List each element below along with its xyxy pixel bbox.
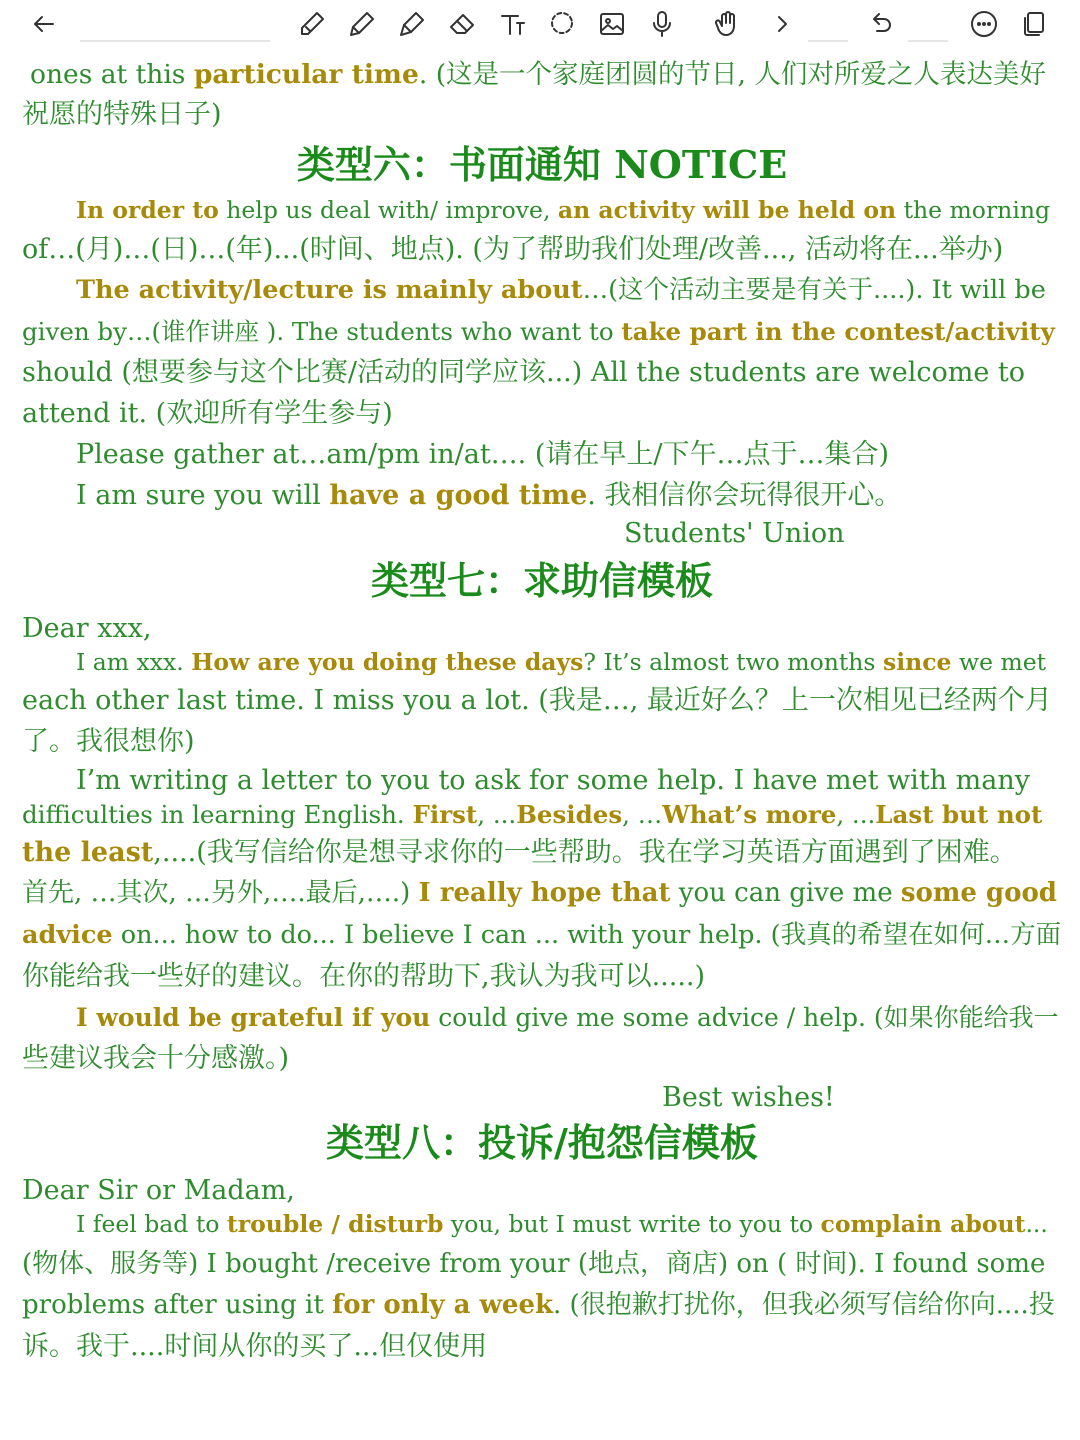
text-line xyxy=(22,873,1057,914)
text-span: I am sure you will xyxy=(76,480,330,511)
text-line: 些建议我会十分感激。) xyxy=(22,1043,290,1074)
microphone-icon[interactable] xyxy=(642,4,682,44)
text-line: each other last time. I miss you a lot. (我是…, 最近好么？上一次相见已经两个月 xyxy=(22,685,1052,716)
toolbar-divider xyxy=(808,40,848,42)
section-heading-notice xyxy=(22,140,1062,190)
text-span: given by…(谁作讲座 ). The students who want to xyxy=(22,317,622,346)
text-span: , … xyxy=(622,800,663,829)
bold-phrase: for only a week xyxy=(332,1290,554,1320)
text-span: I feel bad to xyxy=(76,1210,227,1238)
text-span: , ... xyxy=(477,800,517,829)
text-span: difficulties in learning English. xyxy=(22,800,413,829)
text-span: you can give me xyxy=(670,878,901,908)
text-line: Dear Sir or Madam, xyxy=(22,1175,295,1206)
text-span: 首先, …其次, …另外,….最后,….) xyxy=(22,878,419,908)
text-line: 了。我很想你) xyxy=(22,726,195,757)
text-span: could give me some advice / help. (如果你能给我一 xyxy=(430,1003,1059,1032)
undo-icon[interactable] xyxy=(860,4,900,44)
bold-phrase: Besides xyxy=(516,800,623,829)
section-heading-help-letter: 类型七：求助信模板 xyxy=(370,559,713,603)
text-span: the morning xyxy=(896,196,1051,224)
bold-phrase: First xyxy=(412,800,478,829)
text-line: Dear xxx, xyxy=(22,613,152,644)
text-line: of…(月)…(日)…(年)...(时间、地点). (为了帮助我们处理/改善..., 活动将在...举办) xyxy=(22,234,1004,265)
text-line: attend it. (欢迎所有学生参与) xyxy=(22,398,393,429)
text-span: you, but I must write to you to xyxy=(443,1210,821,1238)
text-line xyxy=(76,1204,1048,1245)
text-line xyxy=(76,997,1059,1038)
bold-phrase: some good xyxy=(900,878,1057,908)
heading-en: NOTICE xyxy=(614,142,788,187)
text-tool-icon[interactable] xyxy=(492,4,532,44)
bold-phrase: the least xyxy=(22,837,154,868)
text-span: . (很抱歉打扰你，但我必须写信给你向....投 xyxy=(553,1290,1055,1320)
text-line: I’m writing a letter to you to ask for some help. I have met with many xyxy=(76,765,1030,796)
text-line xyxy=(22,1285,1055,1326)
chevron-right-icon[interactable] xyxy=(762,4,802,44)
bold-phrase: The activity/lecture is mainly about xyxy=(76,275,583,305)
highlighter-icon[interactable] xyxy=(342,4,382,44)
text-line xyxy=(76,270,1046,311)
bold-phrase: advice xyxy=(22,920,113,950)
text-line: Please gather at…am/pm in/at…. (请在早上/下午…点于…集合) xyxy=(76,439,889,470)
eraser-icon[interactable] xyxy=(442,4,482,44)
toolbar xyxy=(0,0,1080,46)
text-line xyxy=(22,794,1042,835)
text-span: ,....(我写信给你是想寻求你的一些帮助。我在学习英语方面遇到了困难。 xyxy=(153,837,1017,868)
text-span: problems after using it xyxy=(22,1290,333,1320)
text-span: on... how to do... I believe I can ... with your help. (我真的希望在如何…方面 xyxy=(112,920,1062,950)
text-line: 你能给我一些好的建议。在你的帮助下,我认为我可以.....) xyxy=(22,961,706,992)
bold-phrase: How are you doing these days xyxy=(191,648,584,676)
text-span: help us deal with/ improve, xyxy=(218,196,558,224)
text-span: ? It’s almost two months xyxy=(583,648,883,676)
text-line xyxy=(22,311,1055,352)
text-line xyxy=(22,832,1017,873)
heading-cn: 类型六：书面通知 xyxy=(296,143,615,187)
text-span: , ... xyxy=(836,800,876,829)
more-icon[interactable] xyxy=(964,4,1004,44)
text-span: . 我相信你会玩得很开心。 xyxy=(587,480,902,511)
bold-phrase: since xyxy=(882,648,952,676)
text-span: ones at this xyxy=(30,59,194,90)
bold-phrase: particular time xyxy=(193,59,419,90)
pages-icon[interactable] xyxy=(1014,4,1054,44)
bold-phrase: What’s more xyxy=(662,800,837,829)
bold-phrase: Last but not xyxy=(875,800,1043,829)
marker-icon[interactable] xyxy=(392,4,432,44)
text-line xyxy=(30,54,1046,95)
text-line: (物体、服务等) I bought /receive from your (地点，商店) on ( 时间). I found some xyxy=(22,1249,1046,1279)
text-line: 诉。我于....时间从你的买了...但仅使用 xyxy=(22,1331,488,1362)
bold-phrase: trouble / disturb xyxy=(226,1210,444,1238)
text-line xyxy=(76,642,1046,683)
bold-phrase: In order to xyxy=(76,196,219,224)
text-line: should (想要参与这个比赛/活动的同学应该...) All the students are welcome to xyxy=(22,357,1026,388)
text-span: I am xxx. xyxy=(76,648,192,676)
bold-phrase: take part in the contest/activity xyxy=(621,317,1055,346)
text-line xyxy=(22,915,1061,956)
bold-phrase: I would be grateful if you xyxy=(76,1003,431,1032)
text-span: ... xyxy=(1025,1210,1048,1238)
lasso-icon[interactable] xyxy=(542,4,582,44)
text-line xyxy=(76,190,1050,231)
section-heading-complaint-letter: 类型八：投诉/抱怨信模板 xyxy=(326,1121,758,1165)
text-span: . (这是一个家庭团圆的节日, 人们对所爱之人表达美好 xyxy=(418,59,1046,90)
toolbar-divider xyxy=(908,40,948,42)
pen-icon[interactable] xyxy=(292,4,332,44)
bold-phrase: an activity will be held on xyxy=(557,196,897,224)
toolbar-divider xyxy=(80,40,270,42)
back-arrow-icon[interactable] xyxy=(24,4,64,44)
text-span: …(这个活动主要是有关于....). It will be xyxy=(582,275,1046,305)
bold-phrase: complain about xyxy=(820,1210,1026,1238)
text-line: 祝愿的特殊日子) xyxy=(22,99,222,130)
bold-phrase: I really hope that xyxy=(418,878,671,908)
text-span: we met xyxy=(951,648,1047,676)
bold-phrase: have a good time xyxy=(329,480,588,511)
hand-icon[interactable] xyxy=(708,4,748,44)
image-icon[interactable] xyxy=(592,4,632,44)
text-line xyxy=(76,475,901,516)
signature-students-union: Students' Union xyxy=(624,518,845,549)
signature-best-wishes: Best wishes! xyxy=(662,1082,835,1113)
